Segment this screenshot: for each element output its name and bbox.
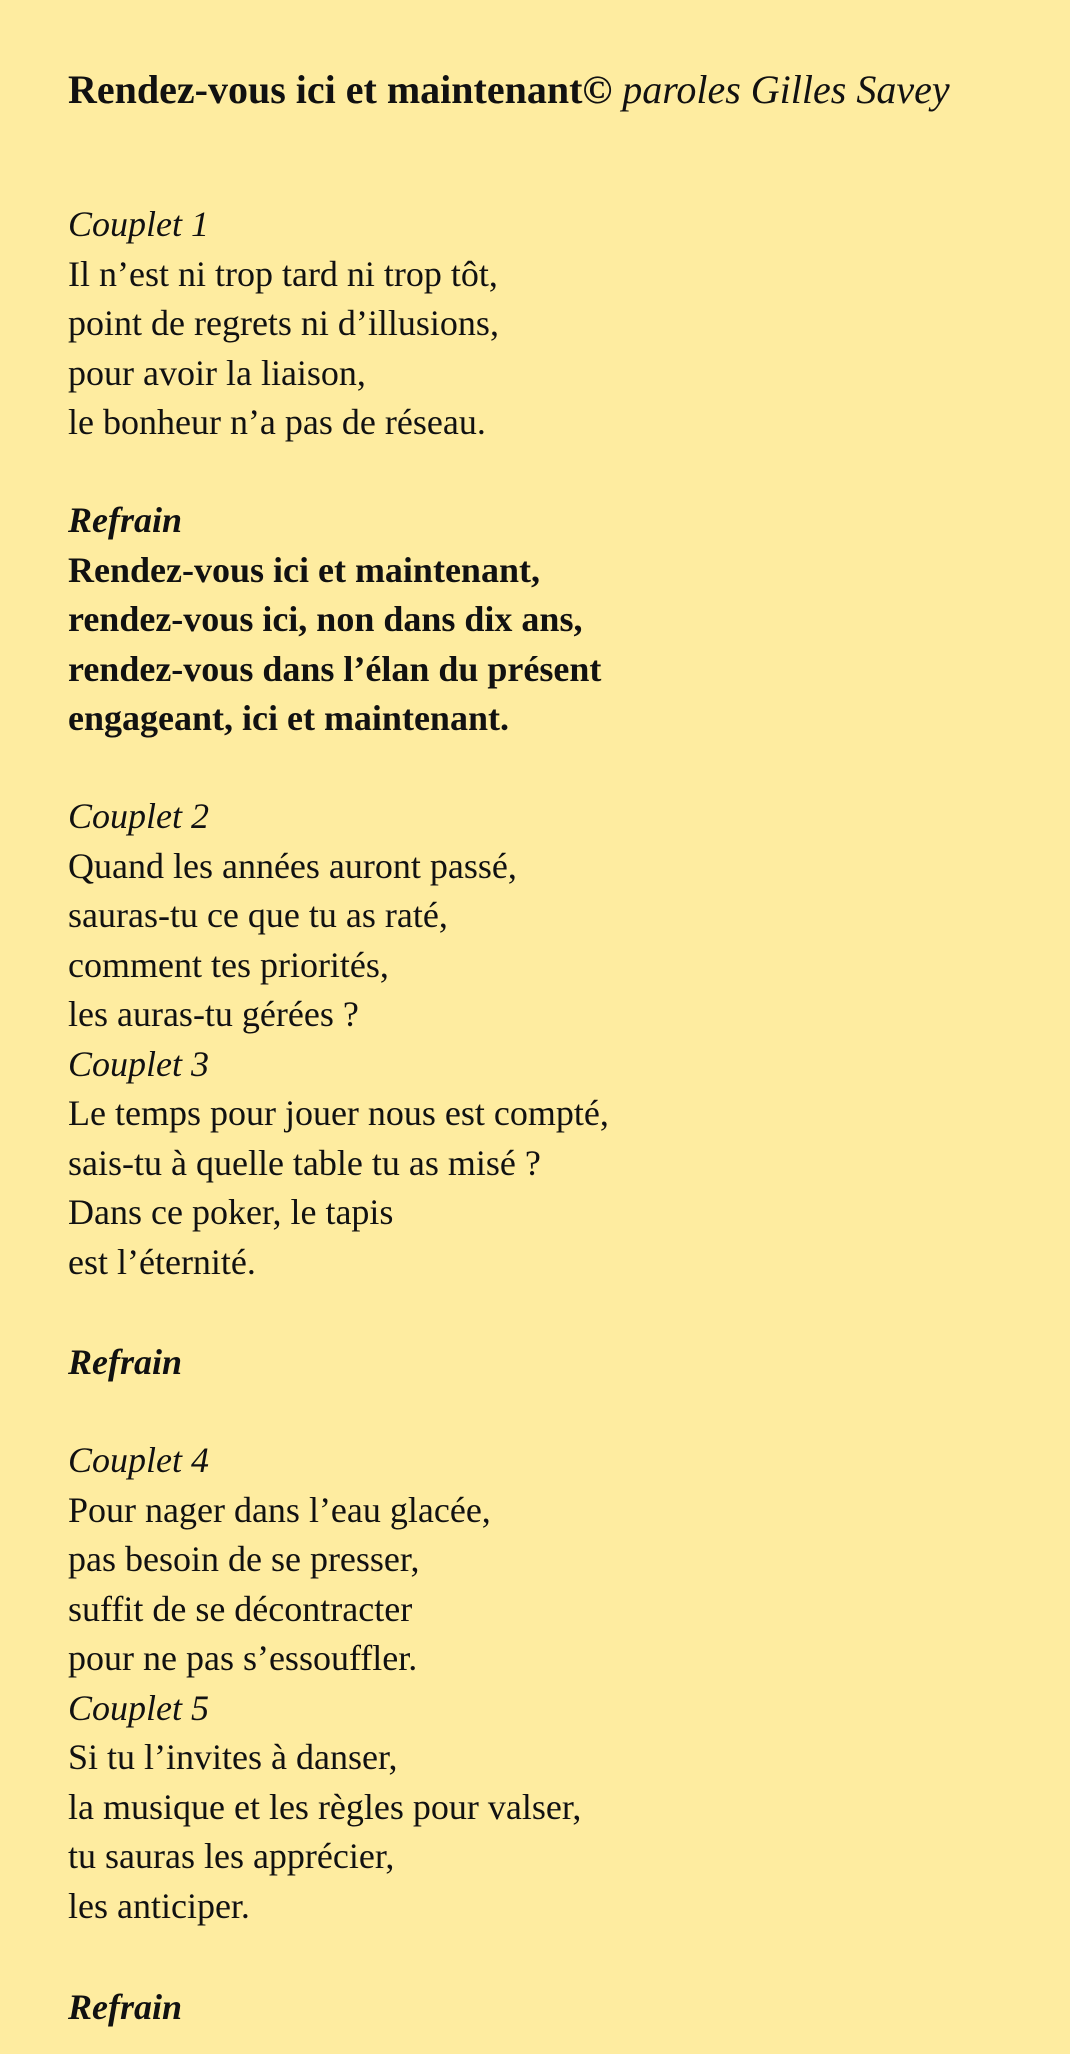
lyric-line: les auras-tu gérées ? (68, 994, 359, 1034)
couplet-5-label: Couplet 5 (68, 1687, 209, 1728)
couplet-4-label: Couplet 4 (68, 1440, 209, 1480)
refrain (68, 496, 601, 744)
refrain-label: Refrain (68, 1342, 183, 1382)
refrain-line: engageant, ici et maintenant. (68, 698, 509, 738)
lyric-line: sais-tu à quelle table tu as misé ? (68, 1142, 541, 1183)
lyric-line: comment tes priorités, (68, 944, 389, 985)
refrain-label: Refrain (68, 1987, 183, 2027)
lyric-line: Le temps pour jouer nous est compté, (68, 1093, 609, 1133)
lyric-line: tu sauras les apprécier, (68, 1836, 395, 1876)
lyric-line: suffit de se décontracter (68, 1588, 413, 1629)
song-title: Rendez-vous ici et maintenant© (68, 67, 613, 112)
page-title (68, 62, 950, 118)
couplet-3-label: Couplet 3 (68, 1043, 209, 1084)
lyric-line: point de regrets ni d’illusions, (68, 303, 499, 343)
lyric-line: sauras-tu ce que tu as raté, (68, 895, 448, 935)
lyric-line: Pour nager dans l’eau glacée, (68, 1489, 491, 1530)
couplet-2 (68, 792, 609, 1287)
refrain-repeat (68, 1338, 182, 1388)
refrain-line: rendez-vous ici, non dans dix ans, (68, 599, 583, 639)
couplet-4 (68, 1436, 581, 1931)
lyric-line: pas besoin de se presser, (68, 1539, 420, 1579)
lyric-line: la musique et les règles pour valser, (68, 1786, 582, 1827)
couplet-2-label: Couplet 2 (68, 796, 209, 836)
lyric-line: Il n’est ni trop tard ni trop tôt, (68, 253, 498, 294)
lyric-line: le bonheur n’a pas de réseau. (68, 402, 486, 442)
refrain-final (68, 1983, 182, 2033)
lyric-line: pour avoir la liaison, (68, 352, 366, 393)
lyric-line: est l’éternité. (68, 1241, 256, 1282)
song-author: paroles Gilles Savey (612, 67, 950, 112)
refrain-line: rendez-vous dans l’élan du présent (68, 648, 602, 689)
lyric-line: Dans ce poker, le tapis (68, 1192, 394, 1232)
refrain-label: Refrain (68, 500, 183, 540)
lyric-line: les anticiper. (68, 1885, 250, 1926)
lyric-line: Quand les années auront passé, (68, 845, 517, 886)
lyric-line: pour ne pas s’essouffler. (68, 1638, 418, 1678)
lyric-line: Si tu l’invites à danser, (68, 1737, 398, 1777)
couplet-1 (68, 200, 499, 448)
refrain-line: Rendez-vous ici et maintenant, (68, 549, 540, 590)
couplet-1-label: Couplet 1 (68, 204, 209, 244)
